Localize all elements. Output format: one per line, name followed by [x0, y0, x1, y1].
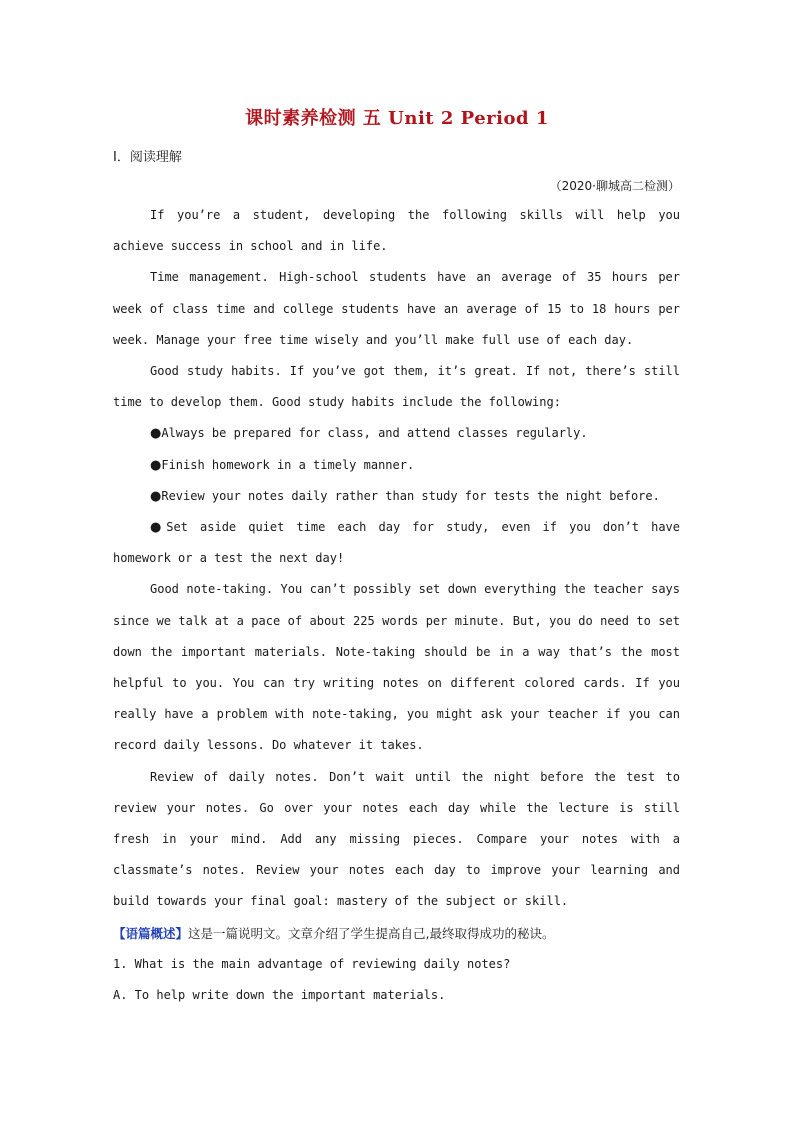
source-note: （2020·聊城高二检测）: [549, 179, 680, 193]
bullet-icon: ●: [150, 426, 162, 442]
question-text: 1. What is the main advantage of reviewing daily notes?: [113, 956, 511, 971]
paragraph-time-management: Time management. High-school students have an average of 35 hours per week of class time and college students have an average of 15 to 18 hours per week. Manage your free time wisely and you’ll make full use of each day.: [113, 270, 680, 347]
bullet-item: [113, 512, 680, 574]
bullet-item: [113, 450, 680, 481]
section-heading: Ⅰ．阅读理解: [113, 150, 182, 165]
bullet-item: [113, 418, 680, 449]
bullet-icon: ●: [150, 520, 167, 536]
question-option: A. To help write down the important materials.: [113, 988, 446, 1003]
paragraph-intro: If you’re a student, developing the following skills will help you achieve success in school and in life.: [113, 208, 680, 254]
passage-summary: [113, 918, 680, 949]
paragraph-review: Review of daily notes. Don’t wait until the night before the test to review your notes. Go over your notes each day while the lecture is still fresh in your mind. Add any missing pieces. Compare your notes with a classmate’s notes. Review your notes each day to improve your learning and build towards your final goal: mastery of the subject or skill.: [113, 769, 680, 909]
paragraph-note-taking: Good note-taking. You can’t possibly set down everything the teacher says since we talk at a pace of about 225 words per minute. But, you do need to set down the important materials. Note-taking should be in a way that’s the most helpful to you. You can try writing notes on different colored cards. If you really have a problem with note-taking, you might ask your teacher if you can record daily lessons. Do whatever it takes.: [113, 582, 680, 753]
bullet-item: [113, 481, 680, 512]
bullet-text: Set aside quiet time each day for study, even if you don’t have homework or a test the next day!: [113, 520, 681, 566]
bullet-icon: ●: [150, 488, 162, 504]
bullet-text: Finish homework in a timely manner.: [161, 457, 415, 472]
passage-body: [113, 200, 680, 1011]
summary-text: 这是一篇说明文。文章介绍了学生提高自己,最终取得成功的秘诀。: [188, 925, 555, 941]
page-title: 课时素养检测 五 Unit 2 Period 1: [245, 108, 549, 129]
summary-tag: 【语篇概述】: [113, 925, 189, 941]
paragraph-study-habits: Good study habits. If you’ve got them, it’s great. If not, there’s still time to develop them. Good study habits include the following:: [113, 364, 680, 410]
bullet-text: Review your notes daily rather than study for tests the night before.: [161, 488, 660, 503]
bullet-icon: ●: [150, 457, 162, 473]
bullet-text: Always be prepared for class, and attend classes regularly.: [161, 426, 588, 441]
